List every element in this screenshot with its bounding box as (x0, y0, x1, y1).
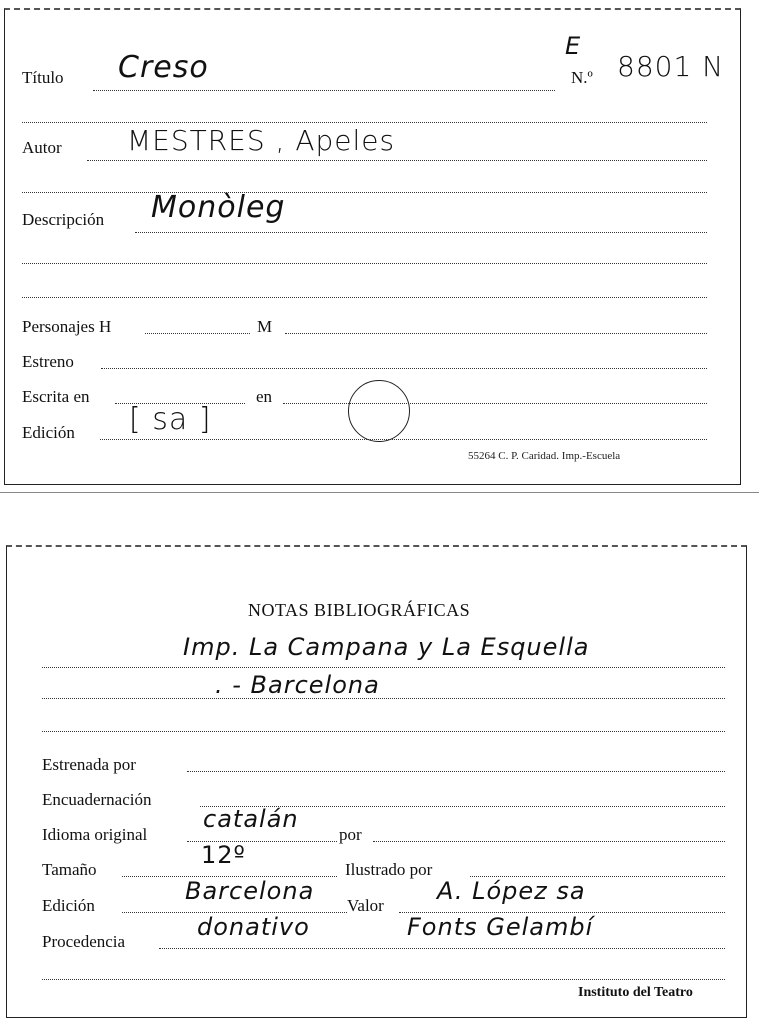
tamano-value: 12º (201, 841, 246, 869)
notes-line-3 (42, 731, 725, 732)
numero-prefix: E (565, 32, 582, 60)
estrenada-line (187, 771, 725, 772)
titulo-value: Creso (118, 50, 209, 85)
por-line (373, 841, 725, 842)
titulo-label: Título (22, 68, 64, 87)
notes-line2-value: . - Barcelona (215, 671, 380, 699)
idioma-value: catalán (203, 805, 299, 833)
blank-line-1 (22, 122, 707, 123)
procedencia-label: Procedencia (42, 932, 126, 951)
notas-heading: NOTAS BIBLIOGRÁFICAS (248, 600, 471, 620)
por-label: por (339, 825, 362, 844)
blank-line-3 (22, 263, 707, 264)
punch-hole-seal (348, 380, 410, 442)
edicion-label: Edición (22, 423, 75, 442)
personajes-h-line (145, 333, 250, 334)
autor-line (87, 160, 707, 161)
edicion-line (100, 439, 707, 440)
institute-footer: Instituto del Teatro (578, 985, 693, 1000)
edicion-label-back: Edición (42, 896, 95, 915)
valor-label: Valor (347, 896, 384, 915)
m-label: M (257, 317, 273, 336)
catalog-card-front (4, 8, 741, 485)
titulo-line (93, 90, 555, 91)
procedencia-value: donativo (197, 913, 310, 941)
idioma-label: Idioma original (42, 825, 148, 844)
estreno-line (101, 368, 707, 369)
descripcion-value: Monòleg (151, 190, 286, 225)
procedencia-value-2: Fonts Gelambí (407, 913, 594, 941)
blank-line-2 (22, 192, 707, 193)
ilustrado-label: Ilustrado por (345, 860, 433, 879)
card-separator (0, 492, 759, 493)
edicion-value: [ sa ] (129, 402, 212, 437)
numero-value: 8801 N (617, 50, 725, 83)
catalog-card-back (6, 545, 747, 1018)
escrita-label: Escrita en (22, 387, 90, 406)
en-label: en (256, 387, 273, 406)
estreno-label: Estreno (22, 352, 74, 371)
descripcion-line (135, 232, 707, 233)
autor-label: Autor (22, 138, 62, 157)
valor-value: A. López sa (437, 877, 586, 905)
notes-line-1 (42, 667, 725, 668)
blank-line-4 (22, 297, 707, 298)
procedencia-line (159, 948, 725, 949)
tamano-label: Tamaño (42, 860, 97, 879)
autor-value: MESTRES , Apeles (127, 124, 396, 157)
personajes-m-line (285, 333, 707, 334)
numero-label: N.º (571, 68, 593, 87)
personajes-label: Personajes H (22, 317, 112, 336)
notes-line-2 (42, 698, 725, 699)
estrenada-label: Estrenada por (42, 755, 136, 774)
printer-imprint: 55264 C. P. Caridad. Imp.-Escuela (468, 450, 621, 462)
en-line (283, 403, 707, 404)
encuadernacion-label: Encuadernación (42, 790, 152, 809)
notes-line1-value: Imp. La Campana y La Esquella (183, 633, 590, 661)
edicion-value-back: Barcelona (185, 877, 315, 905)
descripcion-label: Descripción (22, 210, 105, 229)
blank-line-back (42, 979, 725, 980)
